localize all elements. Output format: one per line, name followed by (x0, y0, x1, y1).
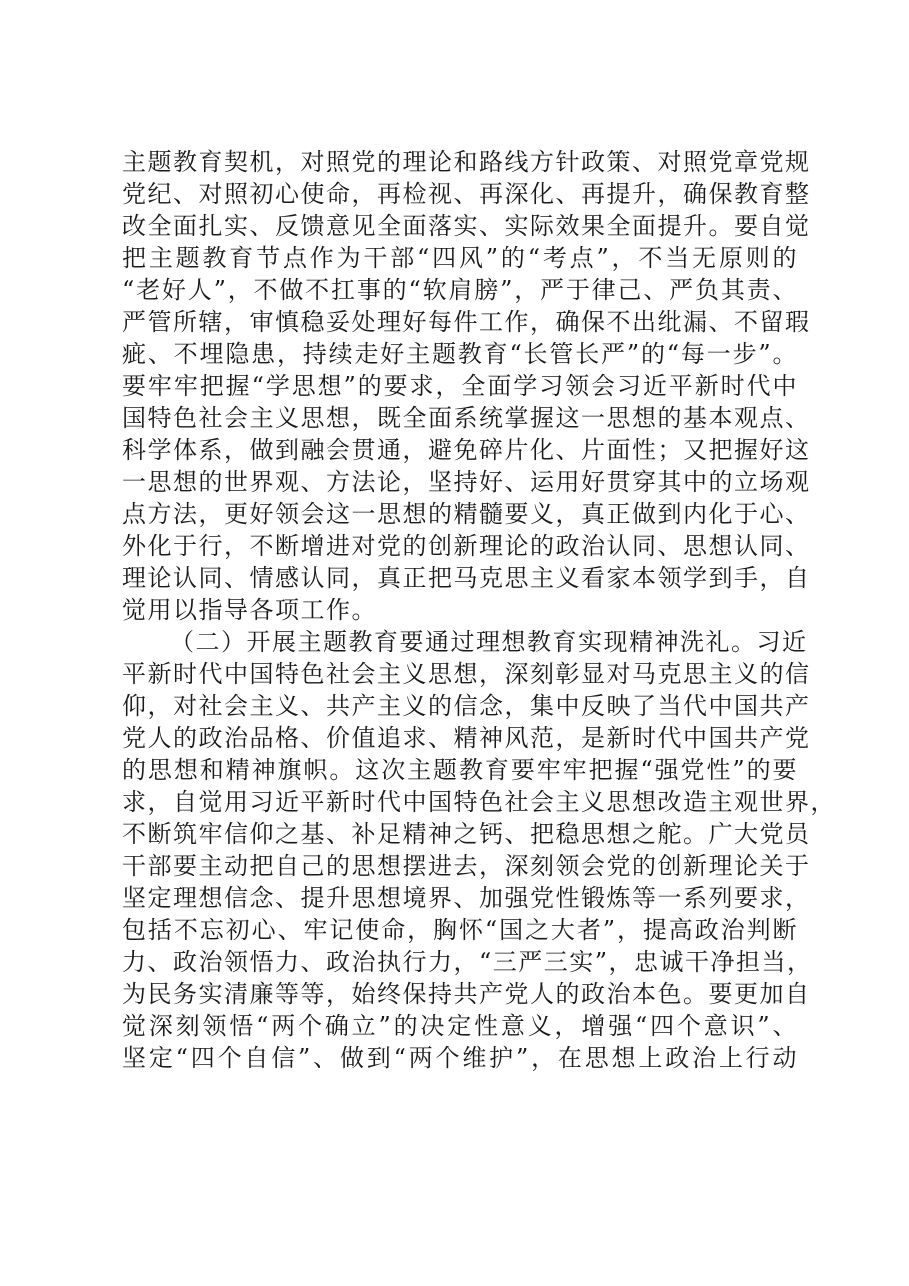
paragraph-end-line: 觉用以指导各项工作。 (122, 596, 377, 624)
body-text (122, 146, 836, 1074)
text-line: 为民务实清廉等等，始终保持共产党人的政治本色。要更加自 (122, 980, 811, 1008)
text-line: 国特色社会主义思想，既全面系统掌握这一思想的基本观点、 (122, 404, 811, 432)
text-line: 党人的政治品格、价值追求、精神风范，是新时代中国共产党 (122, 724, 811, 752)
text-line: “老好人”，不做不扛事的“软肩膀”，严于律己、严负其责、 (122, 276, 798, 304)
text-line: 主题教育契机，对照党的理论和路线方针政策、对照党章党规 (122, 148, 811, 176)
text-line: 疵、不埋隐患，持续走好主题教育“长管长严”的“每一步”。 (122, 340, 798, 368)
text-line: 觉深刻领悟“两个确立”的决定性意义，增强“四个意识”、 (122, 1012, 798, 1040)
text-line: 干部要主动把自己的思想摆进去，深刻领会党的创新理论关于 (122, 852, 811, 880)
text-line: 坚定“四个自信”、做到“两个维护”，在思想上政治上行动 (122, 1044, 798, 1072)
text-line: 理论认同、情感认同，真正把马克思主义看家本领学到手，自 (122, 564, 811, 592)
text-line: 党纪、对照初心使命，再检视、再深化、再提升，确保教育整 (122, 180, 811, 208)
text-line: 仰，对社会主义、共产主义的信念，集中反映了当代中国共产 (122, 692, 811, 720)
text-line: 科学体系，做到融会贯通，避免碎片化、片面性；又把握好这 (122, 436, 811, 464)
text-line: 求，自觉用习近平新时代中国特色社会主义思想改造主观世界， (122, 788, 836, 816)
text-line: 一思想的世界观、方法论，坚持好、运用好贯穿其中的立场观 (122, 468, 811, 496)
text-line: 平新时代中国特色社会主义思想，深刻彰显对马克思主义的信 (122, 660, 811, 688)
text-line: 力、政治领悟力、政治执行力，“三严三实”，忠诚干净担当， (122, 948, 813, 976)
section-heading-line: （二）开展主题教育要通过理想教育实现精神洗礼。习近 (170, 628, 808, 656)
text-line: 坚定理想信念、提升思想境界、加强党性锻炼等一系列要求， (122, 884, 811, 912)
text-line: 点方法，更好领会这一思想的精髓要义，真正做到内化于心、 (122, 500, 811, 528)
text-line: 不断筑牢信仰之基、补足精神之钙、把稳思想之舵。广大党员 (122, 820, 811, 848)
text-line: 包括不忘初心、牢记使命，胸怀“国之大者”，提高政治判断 (122, 916, 798, 944)
text-line: 要牢牢把握“学思想”的要求，全面学习领会习近平新时代中 (122, 372, 798, 400)
text-line: 改全面扎实、反馈意见全面落实、实际效果全面提升。要自觉 (122, 212, 811, 240)
text-line: 的思想和精神旗帜。这次主题教育要牢牢把握“强党性”的要 (122, 756, 798, 784)
text-line: 外化于行，不断增进对党的创新理论的政治认同、思想认同、 (122, 532, 811, 560)
text-line: 把主题教育节点作为干部“四风”的“考点”，不当无原则的 (122, 244, 798, 272)
text-line: 严管所辖，审慎稳妥处理好每件工作，确保不出纰漏、不留瑕 (122, 308, 811, 336)
